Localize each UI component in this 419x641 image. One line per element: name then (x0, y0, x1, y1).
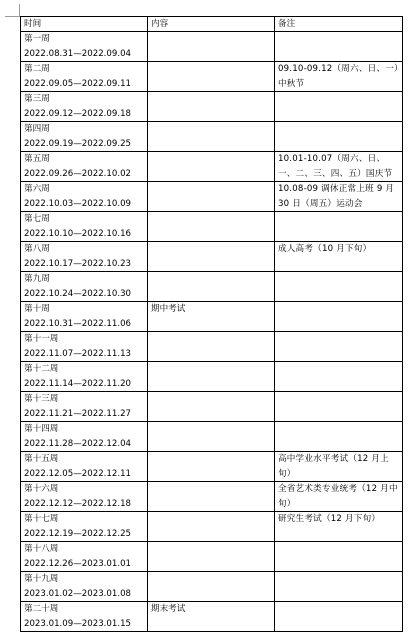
time-cell (21, 182, 148, 212)
time-cell (21, 212, 148, 242)
date-range: 2022.09.05—2022.09.11 (24, 78, 132, 89)
week-label: 第十九周 (24, 574, 59, 584)
table-row (21, 212, 403, 242)
time-cell (21, 92, 148, 122)
table-row (21, 122, 403, 152)
time-cell (21, 302, 148, 332)
date-range: 2022.11.14—2022.11.20 (24, 378, 132, 389)
schedule-table (20, 16, 403, 632)
week-label: 第十周 (24, 304, 50, 314)
content-cell (147, 32, 274, 62)
table-row (21, 572, 403, 602)
note-cell (274, 422, 402, 452)
time-cell (21, 32, 148, 62)
date-range: 2022.10.03—2022.10.09 (24, 198, 132, 209)
date-range: 2022.12.19—2022.12.25 (24, 528, 132, 539)
week-label: 第十二周 (24, 364, 59, 374)
content-cell (147, 422, 274, 452)
table-row (21, 542, 403, 572)
table-row (21, 62, 403, 92)
note-cell (274, 92, 402, 122)
week-label: 第一周 (24, 34, 50, 44)
table-row (21, 32, 403, 62)
time-cell (21, 602, 148, 632)
table-row (21, 182, 403, 212)
note-cell: 成人高考（10 月下旬） (274, 242, 402, 272)
header-note: 备注 (274, 17, 402, 32)
date-range: 2022.12.05—2022.12.11 (24, 468, 132, 479)
note-cell (274, 542, 402, 572)
note-cell: 10.01-10.07（周六、日、一、二、三、四、五）国庆节 (274, 152, 402, 182)
note-cell: 全省艺术类专业统考（12 月中旬） (274, 482, 402, 512)
content-cell (147, 362, 274, 392)
table-row (21, 272, 403, 302)
table-row (21, 302, 403, 332)
time-cell (21, 362, 148, 392)
week-label: 第九周 (24, 274, 50, 284)
date-range: 2022.10.24—2022.10.30 (24, 288, 132, 299)
date-range: 2022.09.19—2022.09.25 (24, 138, 132, 149)
time-cell (21, 242, 148, 272)
week-label: 第八周 (24, 244, 50, 254)
date-range: 2023.01.09—2023.01.15 (24, 618, 132, 629)
header-time: 时间 (21, 17, 148, 32)
table-row (21, 422, 403, 452)
table-row (21, 242, 403, 272)
content-cell (147, 452, 274, 482)
date-range: 2022.09.12—2022.09.18 (24, 108, 132, 119)
content-cell (147, 152, 274, 182)
table-row (21, 332, 403, 362)
time-cell (21, 422, 148, 452)
note-cell (274, 302, 402, 332)
time-cell (21, 452, 148, 482)
date-range: 2022.10.10—2022.10.16 (24, 228, 132, 239)
week-label: 第二十周 (24, 604, 59, 614)
content-cell (147, 392, 274, 422)
schedule-body (21, 17, 403, 632)
content-cell (147, 542, 274, 572)
time-cell (21, 392, 148, 422)
week-label: 第七周 (24, 214, 50, 224)
week-label: 第十五周 (24, 454, 59, 464)
content-cell (147, 182, 274, 212)
time-cell (21, 122, 148, 152)
time-cell (21, 542, 148, 572)
week-label: 第十一周 (24, 334, 59, 344)
date-range: 2022.10.17—2022.10.23 (24, 258, 132, 269)
week-label: 第六周 (24, 184, 50, 194)
content-cell: 期末考试 (147, 602, 274, 632)
week-label: 第五周 (24, 154, 50, 164)
note-cell (274, 362, 402, 392)
note-cell (274, 122, 402, 152)
content-cell (147, 272, 274, 302)
week-label: 第二周 (24, 64, 50, 74)
note-cell: 研究生考试（12 月下旬） (274, 512, 402, 542)
table-row (21, 602, 403, 632)
content-cell (147, 572, 274, 602)
table-row (21, 482, 403, 512)
table-row (21, 452, 403, 482)
note-cell: 09.10-09.12（周六、日、一）中秋节 (274, 62, 402, 92)
crop-mark (5, 4, 20, 17)
content-cell (147, 122, 274, 152)
time-cell (21, 512, 148, 542)
week-label: 第十七周 (24, 514, 59, 524)
content-cell (147, 482, 274, 512)
header-content: 内容 (147, 17, 274, 32)
time-cell (21, 62, 148, 92)
content-cell: 期中考试 (147, 302, 274, 332)
content-cell (147, 92, 274, 122)
time-cell (21, 572, 148, 602)
table-row (21, 152, 403, 182)
date-range: 2023.01.02—2023.01.08 (24, 588, 132, 599)
week-label: 第十六周 (24, 484, 59, 494)
week-label: 第三周 (24, 94, 50, 104)
table-row (21, 92, 403, 122)
note-cell (274, 272, 402, 302)
table-row (21, 392, 403, 422)
date-range: 2022.10.31—2022.11.06 (24, 318, 132, 329)
note-cell: 10.08-09 调休正常上班 9 月 30 日（周五）运动会 (274, 182, 402, 212)
note-cell (274, 392, 402, 422)
note-cell (274, 212, 402, 242)
time-cell (21, 272, 148, 302)
date-range: 2022.12.12—2022.12.18 (24, 498, 132, 509)
week-label: 第十三周 (24, 394, 59, 404)
date-range: 2022.11.21—2022.11.27 (24, 408, 132, 419)
content-cell (147, 512, 274, 542)
date-range: 2022.08.31—2022.09.04 (24, 48, 132, 59)
table-row (21, 362, 403, 392)
time-cell (21, 152, 148, 182)
date-range: 2022.11.07—2022.11.13 (24, 348, 132, 359)
table-row (21, 512, 403, 542)
content-cell (147, 62, 274, 92)
week-label: 第十八周 (24, 544, 59, 554)
week-label: 第四周 (24, 124, 50, 134)
note-cell (274, 572, 402, 602)
content-cell (147, 332, 274, 362)
note-cell: 高中学业水平考试（12 月上旬） (274, 452, 402, 482)
content-cell (147, 242, 274, 272)
time-cell (21, 332, 148, 362)
note-cell (274, 602, 402, 632)
date-range: 2022.09.26—2022.10.02 (24, 168, 132, 179)
date-range: 2022.11.28—2022.12.04 (24, 438, 132, 449)
date-range: 2022.12.26—2023.01.01 (24, 558, 132, 569)
week-label: 第十四周 (24, 424, 59, 434)
note-cell (274, 32, 402, 62)
note-cell (274, 332, 402, 362)
header-row (21, 17, 403, 32)
time-cell (21, 482, 148, 512)
content-cell (147, 212, 274, 242)
